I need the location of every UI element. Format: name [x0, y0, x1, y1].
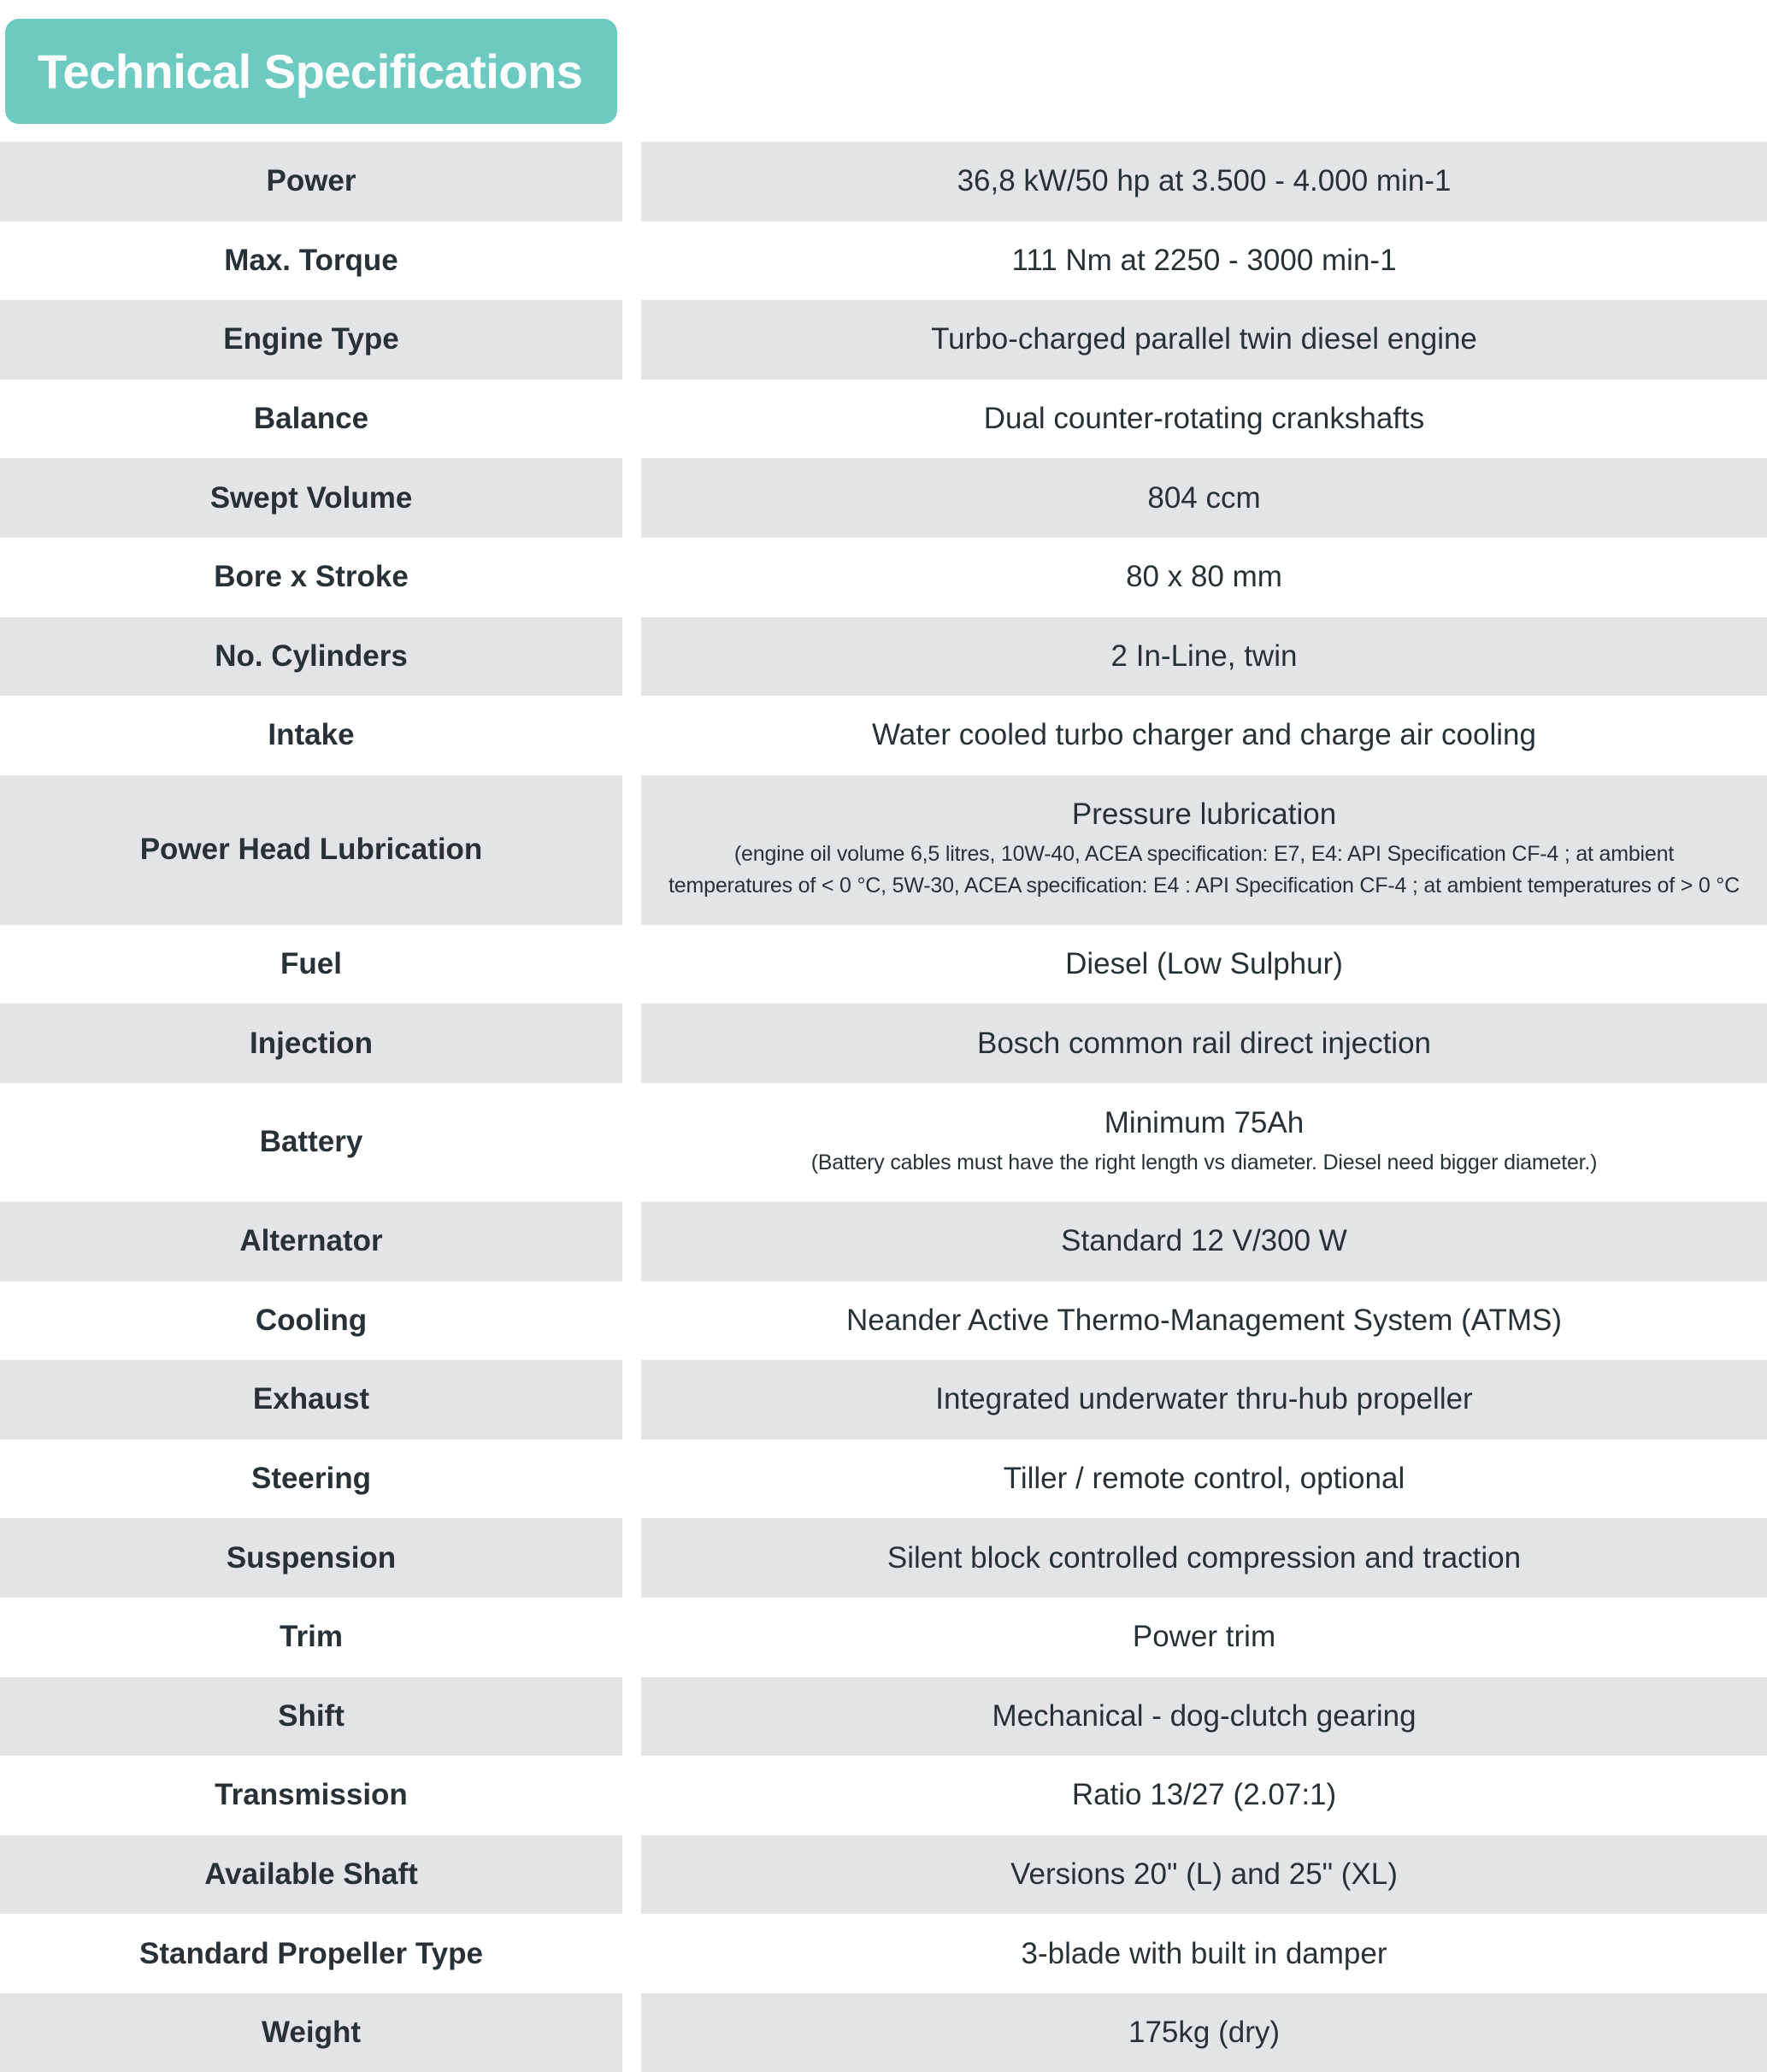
spec-value: Mechanical - dog-clutch gearing — [641, 1677, 1767, 1757]
spec-label: Swept Volume — [0, 458, 622, 538]
spec-label: Suspension — [0, 1518, 622, 1598]
spec-row-engine-type — [0, 300, 1767, 380]
spec-row-injection — [0, 1004, 1767, 1083]
spec-value: 36,8 kW/50 hp at 3.500 - 4.000 min-1 — [641, 142, 1767, 221]
spec-value: Neander Active Thermo-Management System (ATMS) — [845, 1303, 1563, 1337]
spec-label: Shift — [0, 1677, 622, 1757]
spec-label: Bore x Stroke — [214, 560, 409, 594]
spec-row-battery — [0, 1083, 1767, 1202]
spec-value: Integrated underwater thru-hub propeller — [641, 1360, 1767, 1439]
spec-label: Exhaust — [0, 1360, 622, 1439]
spec-row-intake — [0, 696, 1767, 775]
spec-value: Pressure lubrication (engine oil volume 6,5 litres, 10W-40, ACEA specification: E7, E4: API Specification CF-4 ; at ambient temperatures of < 0 °C, 5W-30, ACEA specification: E4 : API Specification CF-4 ; at ambient temperatures of > 0 °C — [641, 775, 1767, 925]
spec-label: Max. Torque — [224, 243, 398, 277]
spec-row-shaft — [0, 1835, 1767, 1915]
spec-row-shift — [0, 1677, 1767, 1757]
spec-value: 175kg (dry) — [641, 1993, 1767, 2072]
spec-row-exhaust — [0, 1360, 1767, 1439]
spec-value: Minimum 75Ah (Battery cables must have the right length vs diameter. Diesel need bigger diameter.) — [641, 1083, 1767, 1202]
page-title — [5, 19, 617, 124]
spec-row-power — [0, 142, 1767, 221]
spec-value: Turbo-charged parallel twin diesel engine — [641, 300, 1767, 380]
spec-note: (Battery cables must have the right length vs diameter. Diesel need bigger diameter.) — [810, 1150, 1598, 1174]
spec-row-weight — [0, 1993, 1767, 2072]
spec-row-lubrication — [0, 775, 1767, 925]
spec-value: 3-blade with built in damper — [1021, 1936, 1387, 1970]
spec-value: Silent block controlled compression and traction — [641, 1518, 1767, 1598]
spec-value: Dual counter-rotating crankshafts — [983, 402, 1425, 436]
spec-row-suspension — [0, 1518, 1767, 1598]
spec-value: Bosch common rail direct injection — [641, 1004, 1767, 1083]
spec-row-cylinders — [0, 617, 1767, 697]
spec-label: Battery — [259, 1125, 363, 1159]
spec-label: Fuel — [280, 947, 342, 981]
spec-row-max-torque — [0, 221, 1767, 301]
spec-row-steering — [0, 1439, 1767, 1519]
spec-value: Ratio 13/27 (2.07:1) — [1071, 1778, 1337, 1812]
spec-label: Available Shaft — [0, 1835, 622, 1915]
spec-label: Injection — [0, 1004, 622, 1083]
spec-value: 804 ccm — [641, 458, 1767, 538]
spec-value: Standard 12 V/300 W — [641, 1202, 1767, 1281]
spec-label: Steering — [250, 1462, 372, 1496]
spec-value: Water cooled turbo charger and charge air cooling — [872, 718, 1536, 752]
spec-label: Transmission — [215, 1778, 408, 1812]
spec-label: Alternator — [0, 1202, 622, 1281]
spec-label: Trim — [280, 1620, 343, 1654]
spec-label: Power Head Lubrication — [0, 775, 622, 925]
spec-value: 111 Nm at 2250 - 3000 min-1 — [1011, 243, 1397, 277]
spec-value: 2 In-Line, twin — [641, 617, 1767, 697]
spec-label: No. Cylinders — [0, 617, 622, 697]
spec-value: 80 x 80 mm — [1126, 560, 1282, 594]
page-title-text: Technical Specifications — [38, 44, 583, 98]
spec-label: Weight — [0, 1993, 622, 2072]
spec-table — [0, 142, 1767, 2072]
spec-note: (engine oil volume 6,5 litres, 10W-40, ACEA specification: E7, E4: API Specification CF-4 ; at ambient temperatures of < 0 °C, 5W-30, ACEA specification: E4 : API Specification CF-4 ; at ambient temperatures of > 0 °C — [669, 842, 1740, 898]
spec-label: Standard Propeller Type — [139, 1936, 483, 1970]
spec-value: Versions 20" (L) and 25" (XL) — [641, 1835, 1767, 1915]
spec-row-swept-volume — [0, 458, 1767, 538]
spec-label: Intake — [268, 718, 355, 752]
spec-value: Diesel (Low Sulphur) — [1065, 947, 1343, 981]
spec-row-bore-stroke — [0, 538, 1767, 617]
spec-row-trim — [0, 1598, 1767, 1677]
spec-row-transmission — [0, 1756, 1767, 1835]
spec-row-balance — [0, 380, 1767, 459]
spec-label: Engine Type — [0, 300, 622, 380]
spec-row-alternator — [0, 1202, 1767, 1281]
spec-label: Cooling — [255, 1303, 368, 1337]
spec-row-fuel — [0, 925, 1767, 1004]
spec-row-cooling — [0, 1281, 1767, 1361]
spec-label: Balance — [253, 402, 369, 436]
spec-value: Tiller / remote control, optional — [1003, 1462, 1405, 1496]
spec-row-propeller — [0, 1914, 1767, 1993]
spec-value: Power trim — [1132, 1620, 1276, 1654]
spec-label: Power — [0, 142, 622, 221]
